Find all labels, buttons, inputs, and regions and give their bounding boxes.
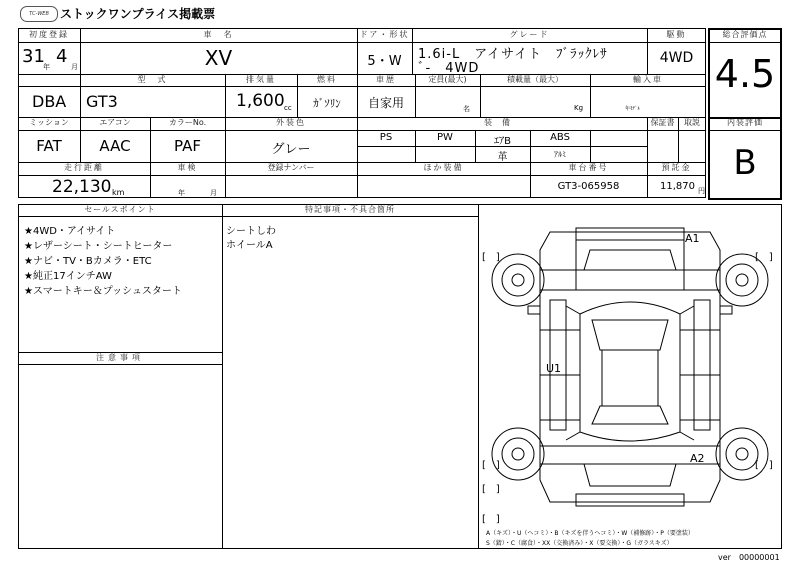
model-code: GT3: [86, 92, 118, 111]
year-unit: 年: [43, 63, 50, 71]
model-label: 型 式: [137, 75, 168, 84]
legend-line-2: S（錆）・C（腐食）・XX（交換済み）・X（要交換）・G（ガラスキズ）: [486, 540, 673, 547]
person-unit: 名: [463, 105, 470, 113]
fuel-value: ｶﾞｿﾘﾝ: [313, 97, 341, 110]
color-no-value: PAF: [174, 137, 201, 155]
logo: TC-WEB: [20, 6, 58, 22]
grade-label: グレード: [509, 30, 550, 39]
drive-value: 4WD: [659, 50, 694, 66]
first-reg-label: 初度登録: [29, 30, 69, 39]
aircon-label: エアコン: [99, 118, 131, 127]
page-title: ストックワンプライス掲載票: [60, 7, 216, 21]
grade-line1: 1.6i-L アイサイト ﾌﾞﾗｯｸﾚｻ: [418, 47, 608, 62]
insp-year-unit: 年: [178, 189, 185, 197]
equip-leather: 革: [497, 152, 508, 163]
total-score-label: 総合評価点: [722, 30, 768, 39]
bracket-rear-right: [ ]: [755, 460, 773, 471]
car-name: XV: [204, 46, 233, 70]
sales-point-4: ★純正17インチAW: [24, 271, 112, 282]
car-damage-diagram: [480, 210, 780, 530]
equip-airbag: ｴｱB: [494, 136, 511, 147]
legend-line-1: A（キズ）・U（ヘコミ）・B（キズを伴うヘコミ）・W（補修跡）・P（要塗装）: [486, 530, 694, 537]
exterior-label: 外装色: [276, 118, 306, 127]
total-score: 4.5: [714, 52, 776, 96]
notes-label: 注意事項: [96, 353, 144, 362]
equipment-label: 装備: [484, 118, 520, 127]
chassis-label: 車台番号: [568, 163, 609, 172]
equip-abs: ABS: [550, 132, 570, 143]
import-label: 輸入車: [633, 75, 663, 84]
mission-value: FAT: [36, 137, 62, 155]
interior-score: B: [733, 143, 757, 183]
fuel-label: 燃料: [317, 75, 337, 84]
mileage-value: 22,130: [52, 177, 112, 197]
equip-ps: PS: [379, 132, 393, 143]
bracket-rear-left: [ ]: [482, 460, 500, 471]
doors-value: 5・W: [367, 54, 402, 69]
displacement-value: 1,600: [236, 91, 285, 111]
bracket-bottom-1: [ ]: [482, 484, 500, 495]
equip-alloy: ｱﾙﾐ: [554, 150, 566, 159]
bracket-bottom-2: [ ]: [482, 514, 500, 525]
aircon-value: AAC: [99, 137, 131, 155]
price-value: 11,870: [660, 181, 695, 192]
bracket-front-right: [ ]: [755, 252, 773, 263]
plate-label: 登録ナンバー: [267, 163, 315, 172]
remarks-label: 特記事項・不具合箇所: [305, 205, 395, 214]
warranty-label: 保証書: [650, 118, 675, 127]
sales-points-label: セールスポイント: [84, 205, 156, 214]
usage-label: 車歴: [376, 75, 396, 84]
version-text: ver 00000001: [718, 553, 780, 562]
sales-point-3: ★ナビ・TV・Bカメラ・ETC: [24, 256, 152, 267]
reg-month: 4: [56, 46, 68, 67]
mark-u1: U1: [546, 362, 562, 375]
mission-label: ミッション: [29, 118, 69, 127]
km-unit: km: [112, 188, 125, 197]
month-unit: 月: [71, 63, 78, 71]
manual-label: 取説: [684, 118, 700, 127]
displacement-label: 排気量: [246, 75, 276, 84]
interior-score-label: 内装評価: [727, 118, 763, 127]
chassis-value: GT3-065958: [557, 181, 620, 192]
mark-a1: A1: [685, 232, 700, 245]
drive-label: 駆動: [666, 30, 687, 39]
exterior-value: グレー: [271, 142, 311, 157]
sales-point-5: ★スマートキー＆プッシュスタート: [24, 286, 182, 297]
mileage-label: 走行距離: [64, 163, 104, 172]
doors-label: ドア・形状: [359, 30, 410, 39]
cc-unit: cc: [284, 104, 292, 112]
inspection-label: 車検: [177, 163, 198, 172]
usage-value: 自家用: [367, 96, 404, 110]
grade-line2: ﾞ- 4WD: [418, 61, 480, 76]
reg-year: 31: [22, 46, 45, 67]
mark-a2: A2: [690, 452, 705, 465]
other-equip-label: ほか装備: [423, 163, 464, 172]
price-label: 預託金: [661, 163, 692, 172]
equip-pw: PW: [437, 132, 453, 143]
model-prefix: DBA: [32, 92, 67, 111]
bracket-front-left: [ ]: [482, 252, 500, 263]
yen-unit: 円: [698, 187, 705, 195]
kg-unit: Kg: [574, 104, 584, 112]
insp-month-unit: 月: [210, 189, 217, 197]
sales-point-1: ★4WD・アイサイト: [24, 226, 116, 237]
load-label: 積載量（最大）: [507, 75, 563, 84]
capacity-label: 定員(最大): [428, 75, 467, 84]
remark-2: ホイールA: [226, 240, 273, 251]
nen-model-unit: 年ﾓﾃﾞﾙ: [625, 106, 641, 112]
car-name-label: 車 名: [203, 30, 234, 39]
remark-1: シートしわ: [226, 226, 276, 237]
color-no-label: カラーNo.: [168, 118, 207, 127]
sales-point-2: ★レザーシート・シートヒーター: [24, 241, 173, 252]
